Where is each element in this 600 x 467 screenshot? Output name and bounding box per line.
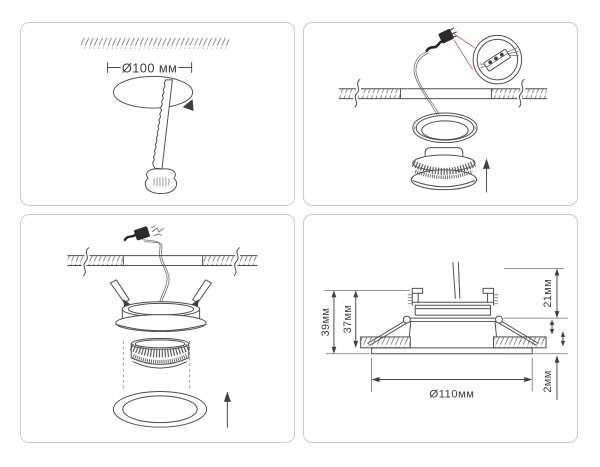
wire-connector [124, 226, 164, 241]
step1-panel [20, 22, 295, 206]
magnifier-circle [473, 35, 521, 83]
ceiling-cross-section [361, 337, 546, 348]
dimension-37mm [342, 290, 358, 347]
hole-saw [145, 80, 176, 194]
dimension-110mm [372, 358, 533, 401]
callout-leader-lines [454, 34, 475, 70]
clip-pivot-right [496, 316, 503, 323]
ceiling-cross-section [339, 79, 547, 107]
wire [453, 263, 460, 299]
step3-figure [21, 215, 294, 442]
hole-diameter-dimension [108, 60, 192, 75]
step2-figure [304, 23, 577, 205]
dimension-2mm [504, 354, 567, 400]
rotation-arrow [113, 76, 193, 111]
step4-panel [303, 214, 578, 443]
height-total-label: 39мм [319, 307, 332, 337]
step4-figure [304, 215, 577, 442]
mounting-ring [116, 302, 206, 332]
dimension-21mm [503, 269, 567, 319]
diameter-label: Ø110мм [429, 388, 475, 401]
trim-bezel [113, 391, 206, 427]
clip-pivot-left [403, 316, 410, 323]
spring-clip-left [110, 280, 132, 309]
spring-clip-right [190, 280, 212, 309]
height-body-label: 37мм [341, 304, 354, 334]
lamp-body [411, 148, 476, 190]
power-cable [414, 52, 439, 115]
hole-diameter-label: Ø100 мм [121, 60, 178, 76]
ceiling-cross-section [68, 248, 257, 276]
step3-panel [20, 214, 295, 443]
saw-blade [153, 80, 173, 169]
saw-handle [145, 169, 176, 194]
heatsink [131, 338, 188, 368]
ceiling-thickness-arrows [550, 320, 565, 347]
ceiling-hatch [81, 38, 229, 49]
up-arrow-icon [224, 391, 231, 427]
above-ceiling-label: 21мм [542, 278, 555, 308]
terminal-block [479, 42, 522, 77]
trim-thickness-label: 2мм [542, 370, 555, 393]
up-arrow-icon [483, 159, 490, 193]
step1-figure [21, 23, 294, 205]
rotation-arrowhead [183, 99, 194, 111]
trim-ring [413, 113, 477, 143]
wire-strands [151, 226, 164, 236]
step2-panel [303, 22, 578, 206]
trim-ring-section [372, 348, 533, 354]
